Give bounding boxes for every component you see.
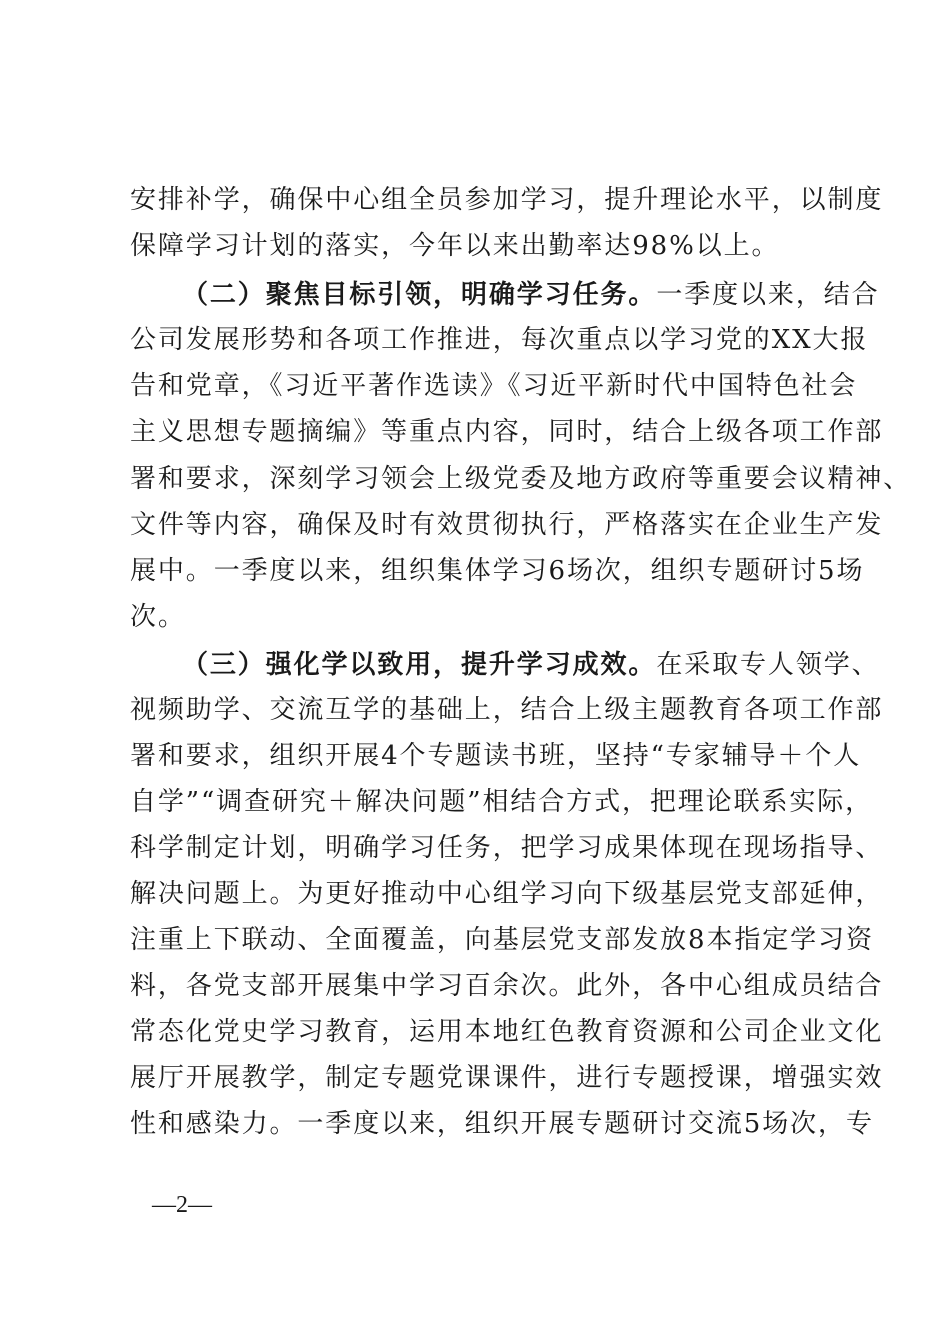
body-line: 保障学习计划的落实，今年以来出勤率达98%以上。 bbox=[130, 231, 780, 261]
body-line: 次。 bbox=[130, 602, 186, 632]
section-two-heading: （二）聚焦目标引领，明确学习任务。 bbox=[182, 280, 657, 310]
body-line: 告和党章，《习近平著作选读》《习近平新时代中国特色社会 bbox=[130, 371, 858, 401]
section-three-line bbox=[182, 645, 880, 685]
section-two-line bbox=[182, 275, 880, 315]
body-line: 公司发展形势和各项工作推进，每次重点以学习党的XX大报 bbox=[130, 325, 869, 355]
body-line: 展中。一季度以来，组织集体学习6场次，组织专题研讨5场 bbox=[130, 556, 865, 586]
body-line: 署和要求，组织开展4个专题读书班，坚持“专家辅导＋个人 bbox=[130, 741, 862, 771]
body-line: 主义思想专题摘编》等重点内容，同时，结合上级各项工作部 bbox=[130, 417, 884, 447]
section-two-lead: 一季度以来，结合 bbox=[656, 280, 880, 310]
body-line: 视频助学、交流互学的基础上，结合上级主题教育各项工作部 bbox=[130, 695, 884, 725]
body-line: 署和要求，深刻学习领会上级党委及地方政府等重要会议精神、 bbox=[130, 464, 912, 494]
body-line: 常态化党史学习教育，运用本地红色教育资源和公司企业文化 bbox=[130, 1017, 884, 1047]
body-line: 安排补学，确保中心组全员参加学习，提升理论水平，以制度 bbox=[130, 185, 884, 215]
body-line: 注重上下联动、全面覆盖，向基层党支部发放8本指定学习资 bbox=[130, 925, 874, 955]
page-number: —2— bbox=[152, 1192, 212, 1218]
section-three-lead: 在采取专人领学、 bbox=[656, 650, 880, 680]
body-line: 科学制定计划，明确学习任务，把学习成果体现在现场指导、 bbox=[130, 833, 884, 863]
body-line: 自学”“调查研究＋解决问题”相结合方式，把理论联系实际， bbox=[130, 787, 874, 817]
body-line: 展厅开展教学，制定专题党课课件，进行专题授课，增强实效 bbox=[130, 1063, 884, 1093]
section-three-heading: （三）强化学以致用，提升学习成效。 bbox=[182, 650, 657, 680]
body-line: 性和感染力。一季度以来，组织开展专题研讨交流5场次，专 bbox=[130, 1109, 874, 1139]
body-line: 料，各党支部开展集中学习百余次。此外，各中心组成员结合 bbox=[130, 971, 884, 1001]
body-line: 解决问题上。为更好推动中心组学习向下级基层党支部延伸， bbox=[130, 879, 884, 909]
body-line: 文件等内容，确保及时有效贯彻执行，严格落实在企业生产发 bbox=[130, 510, 884, 540]
